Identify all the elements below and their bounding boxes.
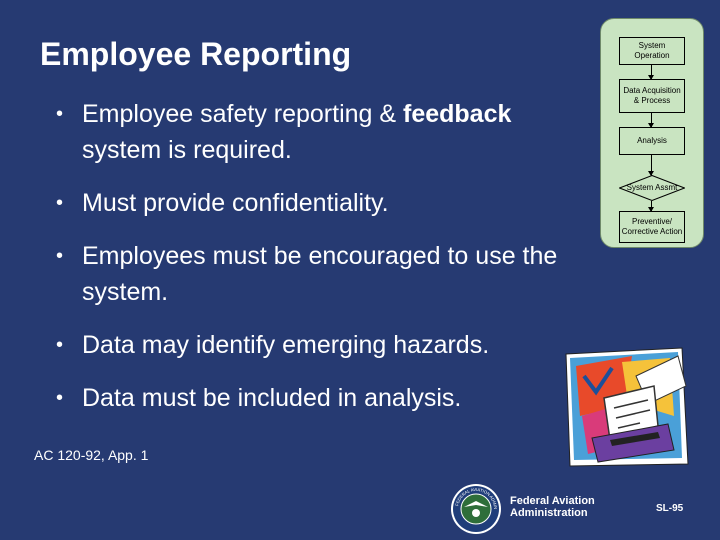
- flow-step-corrective-action: Preventive/ Corrective Action: [619, 211, 685, 243]
- bullet-marker: •: [56, 245, 64, 267]
- flow-arrow: [651, 155, 652, 175]
- bullet-item: [56, 380, 586, 416]
- bullet-text: Employees must be encouraged to use the system.: [82, 242, 558, 306]
- slide-title: Employee Reporting: [40, 36, 352, 72]
- ballot-box-icon: [562, 346, 692, 468]
- bullet-list: [56, 96, 586, 433]
- slide-number: SL-95: [656, 503, 684, 514]
- bullet-item: [56, 238, 586, 310]
- seal-text: FEDERAL AVIATION ADMIN: [454, 486, 499, 510]
- bullet-item: [56, 327, 586, 363]
- agency-name-line-1: Federal Aviation: [510, 495, 595, 507]
- bullet-text: Data must be included in analysis.: [82, 384, 462, 412]
- safety-process-flowchart: [600, 18, 704, 248]
- bullet-bold-text: feedback: [403, 100, 512, 128]
- bullet-marker: •: [56, 387, 64, 409]
- bullet-item: [56, 96, 586, 168]
- faa-seal-icon: [450, 483, 502, 535]
- bullet-item: [56, 185, 586, 221]
- flow-step-label: System Assmt: [626, 183, 678, 192]
- flow-step-data-acquisition: Data Acquisition & Process: [619, 79, 685, 113]
- flow-step-system-operation: System Operation: [619, 37, 685, 65]
- flow-arrow: [651, 65, 652, 79]
- flow-step-system-assessment: [619, 175, 685, 201]
- bullet-text-continuation: system is required.: [82, 136, 292, 164]
- bullet-text: Employee safety reporting &: [82, 100, 403, 128]
- flow-arrow: [651, 201, 652, 211]
- bullet-marker: •: [56, 103, 64, 125]
- bullet-marker: •: [56, 192, 64, 214]
- bullet-text: Data may identify emerging hazards.: [82, 331, 490, 359]
- flow-step-analysis: Analysis: [619, 127, 685, 155]
- flow-arrow: [651, 113, 652, 127]
- bullet-marker: •: [56, 334, 64, 356]
- agency-name: [510, 495, 595, 519]
- bullet-text: Must provide confidentiality.: [82, 189, 389, 217]
- citation: AC 120-92, App. 1: [34, 447, 149, 463]
- agency-name-line-2: Administration: [510, 507, 588, 519]
